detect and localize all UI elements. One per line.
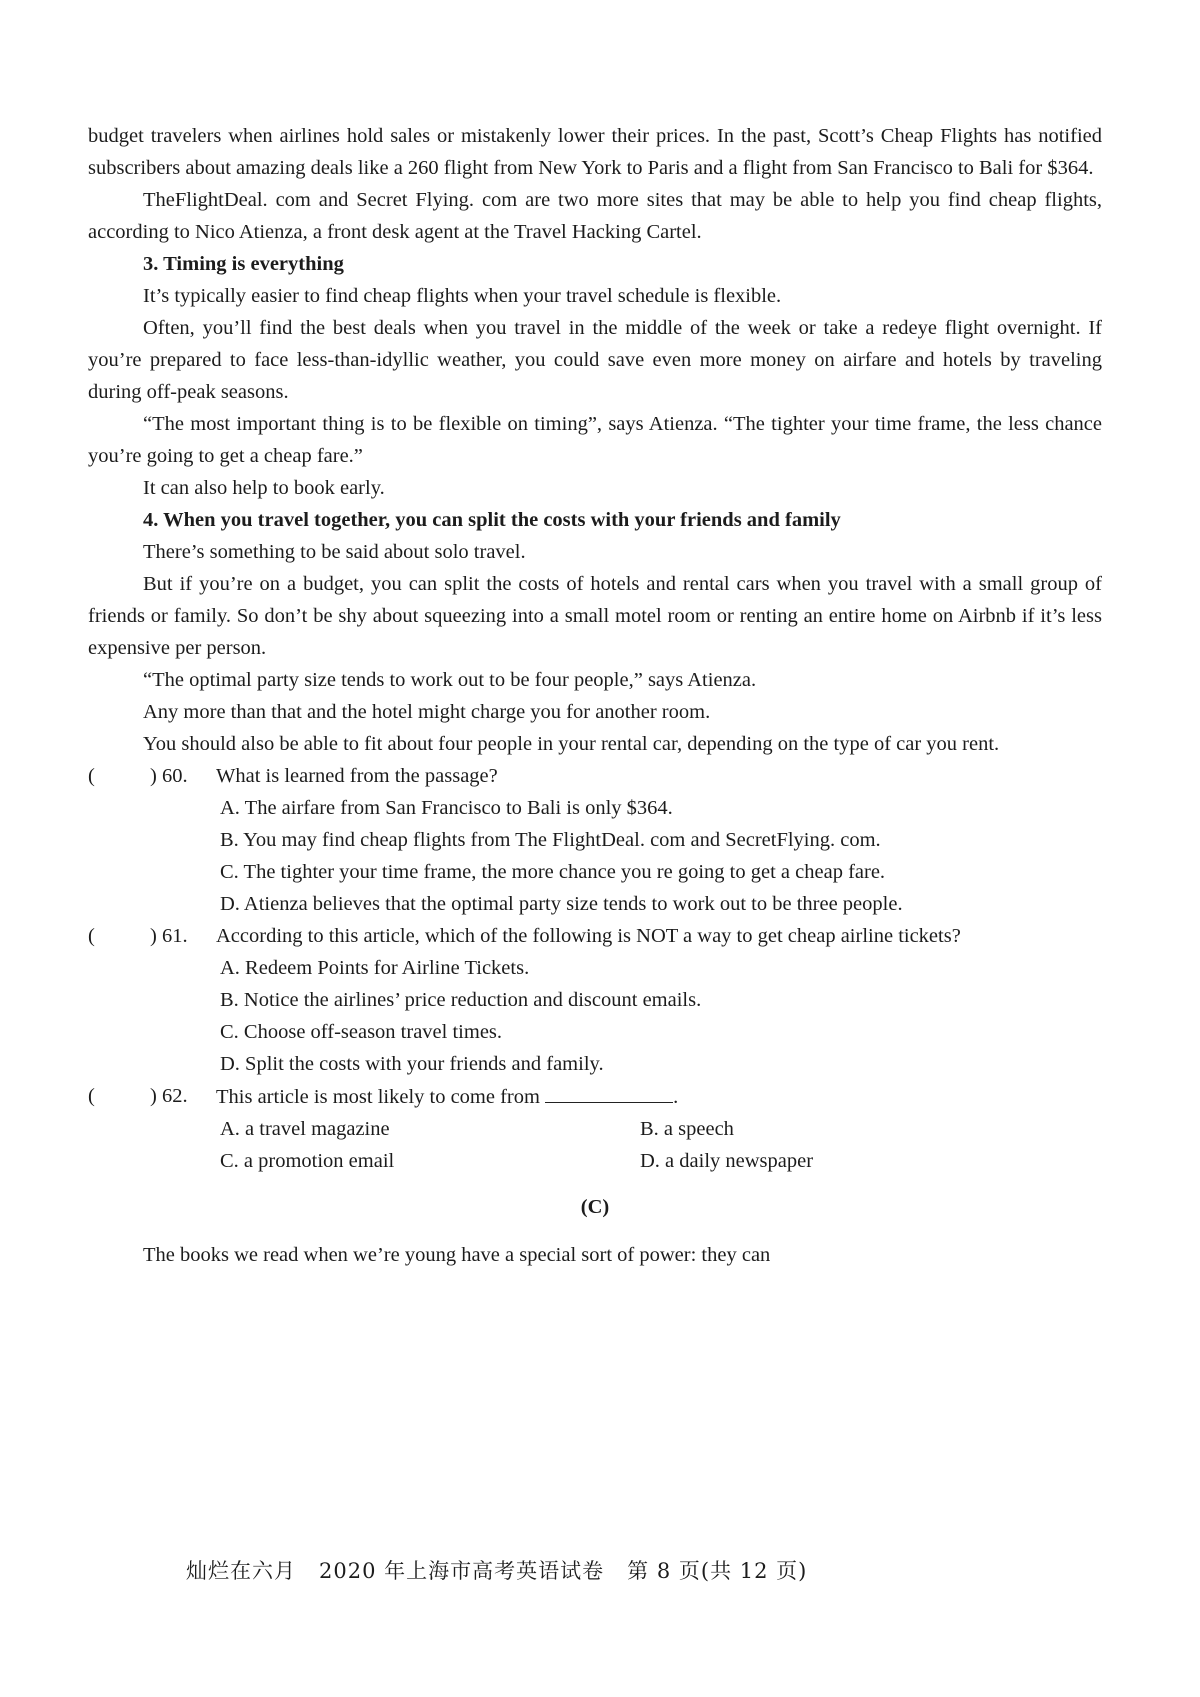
option-d: D. Split the costs with your friends and family. bbox=[220, 1053, 604, 1075]
question-number: ) 60. bbox=[150, 765, 188, 787]
options-grid bbox=[88, 1113, 1102, 1177]
question-number: ) 61. bbox=[150, 925, 188, 947]
paragraph: TheFlightDeal. com and Secret Flying. com are two more sites that may be able to help you find cheap flights, according to Nico Atienza, a front desk agent at the Travel Hacking Cartel. bbox=[88, 189, 1102, 243]
option-c: C. The tighter your time frame, the more chance you re going to get a cheap fare. bbox=[220, 861, 886, 883]
subheading: 4. When you travel together, you can split the costs with your friends and family bbox=[143, 509, 841, 531]
question-60 bbox=[88, 760, 1102, 792]
option-a: A. a travel magazine bbox=[220, 1118, 390, 1140]
paragraph: Any more than that and the hotel might charge you for another room. bbox=[143, 701, 711, 723]
paragraph: But if you’re on a budget, you can split the costs of hotels and rental cars when you travel with a small group of friends or family. So don’t be shy about squeezing into a small motel room or renting an entire home on Airbnb if it’s less expensive per person. bbox=[88, 573, 1102, 659]
option-b: B. You may find cheap flights from The FlightDeal. com and SecretFlying. com. bbox=[220, 829, 881, 851]
option-b: B. Notice the airlines’ price reduction and discount emails. bbox=[220, 989, 702, 1011]
question-number: ) 62. bbox=[150, 1085, 188, 1107]
paragraph: Often, you’ll find the best deals when you travel in the middle of the week or take a redeye flight overnight. If you’re prepared to face less-than-idyllic weather, you could save even more money on airfare and hotels by traveling during off-peak seasons. bbox=[88, 317, 1102, 403]
question-61 bbox=[88, 920, 1102, 952]
paragraph: It’s typically easier to find cheap flights when your travel schedule is flexible. bbox=[143, 285, 782, 307]
answer-bracket[interactable]: ( bbox=[88, 765, 95, 787]
answer-bracket[interactable]: ( bbox=[88, 1085, 95, 1107]
option-b: B. a speech bbox=[640, 1118, 734, 1140]
question-stem-line bbox=[216, 1080, 1102, 1113]
option-a: A. The airfare from San Francisco to Bali is only $364. bbox=[220, 797, 673, 819]
option-d: D. Atienza believes that the optimal party size tends to work out to be three people. bbox=[220, 893, 903, 915]
paragraph: There’s something to be said about solo travel. bbox=[143, 541, 526, 563]
question-stem: This article is most likely to come from bbox=[216, 1086, 540, 1108]
paragraph: You should also be able to fit about four people in your rental car, depending on the type of car you rent. bbox=[143, 733, 1000, 755]
answer-blank[interactable] bbox=[545, 1080, 673, 1103]
option-d: D. a daily newspaper bbox=[640, 1150, 814, 1172]
section-heading: (C) bbox=[580, 1196, 610, 1218]
stem-end: . bbox=[673, 1086, 679, 1108]
paragraph: budget travelers when airlines hold sales or mistakenly lower their prices. In the past, Scott’s Cheap Flights has notified subscribers about amazing deals like a 260 flight from New York to Paris and a flight from San Francisco to Bali for $364. bbox=[88, 125, 1102, 179]
question-stem: What is learned from the passage? bbox=[216, 765, 498, 787]
paragraph: “The optimal party size tends to work out to be four people,” says Atienza. bbox=[143, 669, 757, 691]
passage-page bbox=[88, 120, 1102, 1271]
question-62 bbox=[88, 1080, 1102, 1113]
paragraph: It can also help to book early. bbox=[143, 477, 385, 499]
answer-bracket[interactable]: ( bbox=[88, 925, 95, 947]
paragraph: “The most important thing is to be flexible on timing”, says Atienza. “The tighter your time frame, the less chance you’re going to get a cheap fare.” bbox=[88, 413, 1102, 467]
option-c: C. Choose off-season travel times. bbox=[220, 1021, 503, 1043]
subheading: 3. Timing is everything bbox=[143, 253, 344, 275]
question-stem: According to this article, which of the following is NOT a way to get cheap airline tickets? bbox=[216, 925, 961, 947]
page-footer: 灿烂在六月 2020 年上海市高考英语试卷 第 8 页(共 12 页) bbox=[186, 1559, 808, 1583]
paragraph: The books we read when we’re young have a special sort of power: they can bbox=[143, 1244, 771, 1266]
option-c: C. a promotion email bbox=[220, 1150, 395, 1172]
option-a: A. Redeem Points for Airline Tickets. bbox=[220, 957, 530, 979]
